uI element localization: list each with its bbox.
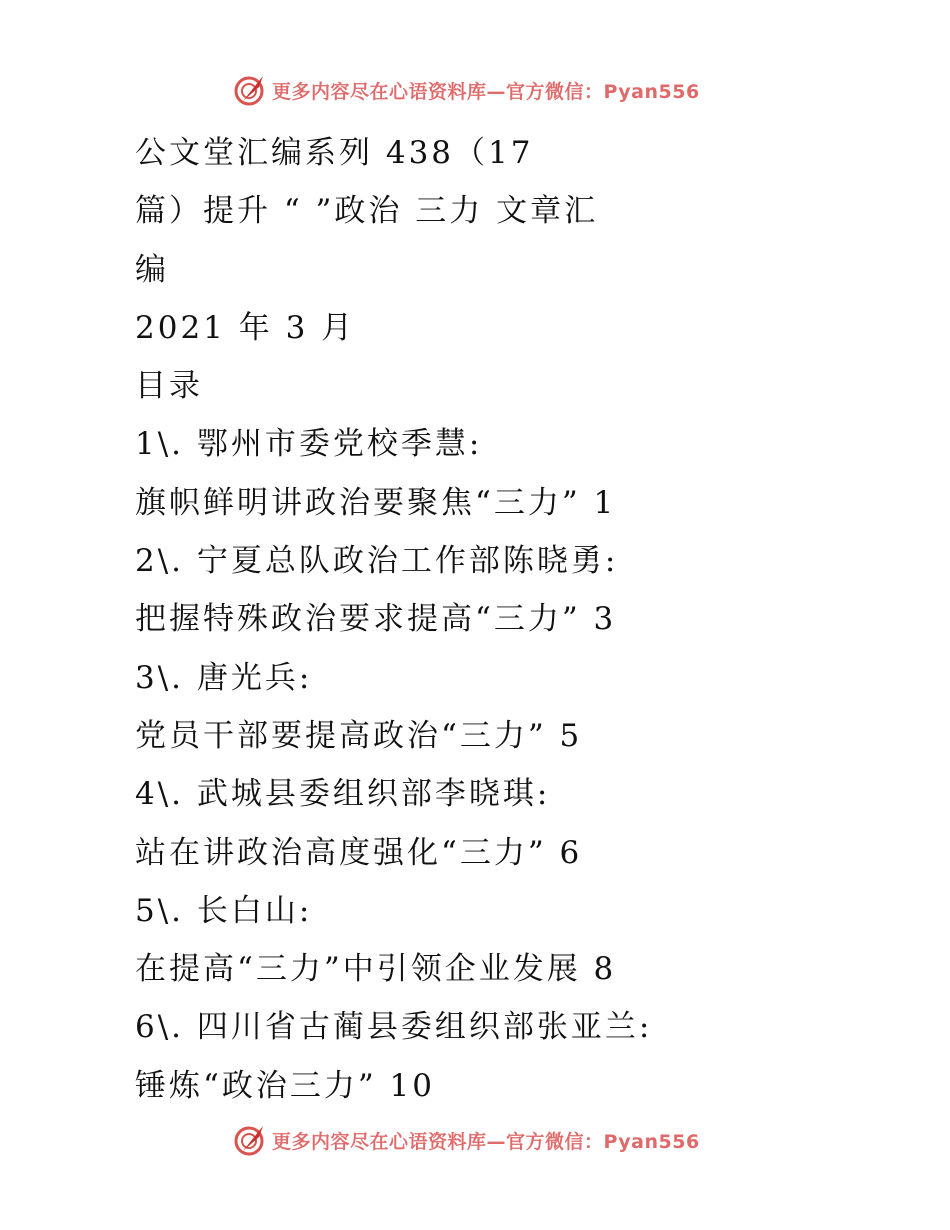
toc-entry-title[interactable]: 锤炼“政治三力” 10 xyxy=(135,1067,435,1104)
quill-logo-icon xyxy=(233,1123,267,1157)
watermark-header xyxy=(233,73,700,107)
toc-entry-author[interactable]: 2\. 宁夏总队政治工作部陈晓勇: xyxy=(135,543,619,580)
toc-entry-author[interactable]: 3\. 唐光兵: xyxy=(135,659,313,696)
toc-entry-author[interactable]: 1\. 鄂州市委党校季慧: xyxy=(135,426,483,463)
watermark-text: 更多内容尽在心语资料库—官方微信：Pyan556 xyxy=(272,80,700,103)
toc-entry-author[interactable]: 4\. 武城县委组织部李晓琪: xyxy=(135,776,551,813)
document-title-line-1: 公文堂汇编系列 438（17 xyxy=(135,135,534,171)
toc-entry-title[interactable]: 党员干部要提高政治“三力” 5 xyxy=(135,717,583,754)
toc-entry-title[interactable]: 旗帜鲜明讲政治要聚焦“三力” 1 xyxy=(135,484,617,521)
toc-entry-title[interactable]: 把握特殊政治要求提高“三力” 3 xyxy=(135,601,617,638)
document-date: 2021 年 3 月 xyxy=(135,309,356,346)
document-title-line-3: 编 xyxy=(135,251,169,288)
toc-entry-author[interactable]: 6\. 四川省古蔺县委组织部张亚兰: xyxy=(135,1009,653,1046)
document-title-line-2: 篇）提升 “ ”政治 三力 文章汇 xyxy=(135,193,599,230)
toc-entry-author[interactable]: 5\. 长白山: xyxy=(135,892,313,929)
quill-logo-icon xyxy=(233,73,267,107)
toc-entry-title[interactable]: 在提高“三力”中引领企业发展 8 xyxy=(135,951,617,988)
toc-entry-title[interactable]: 站在讲政治高度强化“三力” 6 xyxy=(135,834,583,871)
toc-heading: 目录 xyxy=(135,368,203,405)
watermark-text: 更多内容尽在心语资料库—官方微信：Pyan556 xyxy=(272,1130,700,1153)
document-body xyxy=(135,124,835,1115)
watermark-footer xyxy=(233,1123,700,1157)
